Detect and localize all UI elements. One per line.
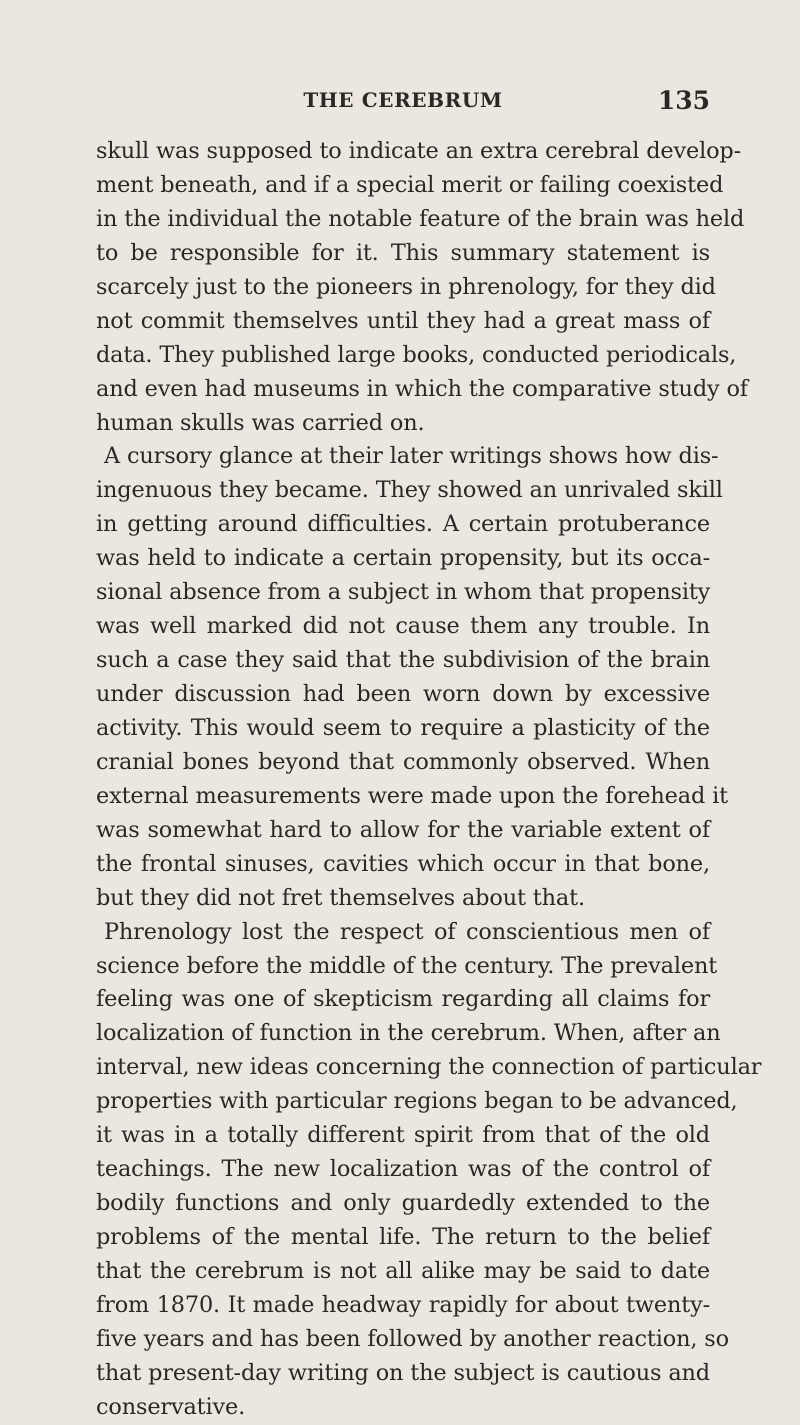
text-line: external measurements were made upon the forehead it [96,782,728,809]
text-line: was held to indicate a certain propensity, but its occa- [96,545,710,572]
text-line: that present-day writing on the subject is cautious and [96,1359,710,1386]
text-line: five years and has been followed by another reaction, so [96,1325,729,1352]
running-head [96,88,710,116]
text-line: from 1870. It made headway rapidly for about twenty- [96,1291,710,1318]
text-line: ingenuous they became. They showed an unrivaled skill [96,477,723,504]
text-line: sional absence from a subject in whom that propensity [96,579,711,606]
text-line: to be responsible for it. This summary statement is [96,239,710,266]
text-line: properties with particular regions began to be advanced, [96,1088,738,1115]
text-line: that the cerebrum is not all alike may be said to date [96,1257,710,1284]
text-line: Phrenology lost the respect of conscientious men of [104,918,710,945]
text-line: data. They published large books, conducted periodicals, [96,341,737,368]
page-number: 135 [657,86,710,115]
text-line: conservative. [96,1393,246,1420]
text-line: under discussion had been worn down by excessive [96,681,710,707]
text-line: ment beneath, and if a special merit or failing coexisted [96,171,724,198]
text-line: such a case they said that the subdivision of the brain [96,647,710,674]
text-line: and even had museums in which the comparative study of [96,375,748,402]
text-line: activity. This would seem to require a plasticity of the [96,714,710,741]
text-line: bodily functions and only guardedly extended to the [96,1190,710,1217]
text-line: human skulls was carried on. [96,409,425,436]
text-line: teachings. The new localization was of the control of [96,1156,710,1183]
running-title: THE CEREBRUM [303,88,503,112]
text-line: localization of function in the cerebrum. When, after an [96,1020,721,1047]
text-line: skull was supposed to indicate an extra cerebral develop- [96,138,742,164]
text-line: scarcely just to the pioneers in phrenology, for they did [96,273,716,300]
body-text [96,135,762,1425]
text-line: it was in a totally different spirit from that of the old [96,1122,710,1149]
text-line: A cursory glance at their later writings shows how dis- [104,443,719,470]
text-line: problems of the mental life. The return to the belief [96,1224,710,1250]
text-line: feeling was one of skepticism regarding all claims for [96,986,710,1013]
text-line: interval, new ideas concerning the connection of particular [96,1054,762,1081]
text-line: in the individual the notable feature of the brain was held [96,205,745,232]
text-line: but they did not fret themselves about that. [96,884,585,911]
text-line: science before the middle of the century. The prevalent [96,952,718,979]
text-line: was well marked did not cause them any trouble. In [96,613,710,640]
text-line: not commit themselves until they had a great mass of [96,307,710,334]
text-line: was somewhat hard to allow for the variable extent of [96,816,710,843]
text-line: in getting around difficulties. A certain protuberance [96,511,710,538]
text-line: cranial bones beyond that commonly observed. When [96,748,710,775]
text-line: the frontal sinuses, cavities which occur in that bone, [96,850,710,877]
